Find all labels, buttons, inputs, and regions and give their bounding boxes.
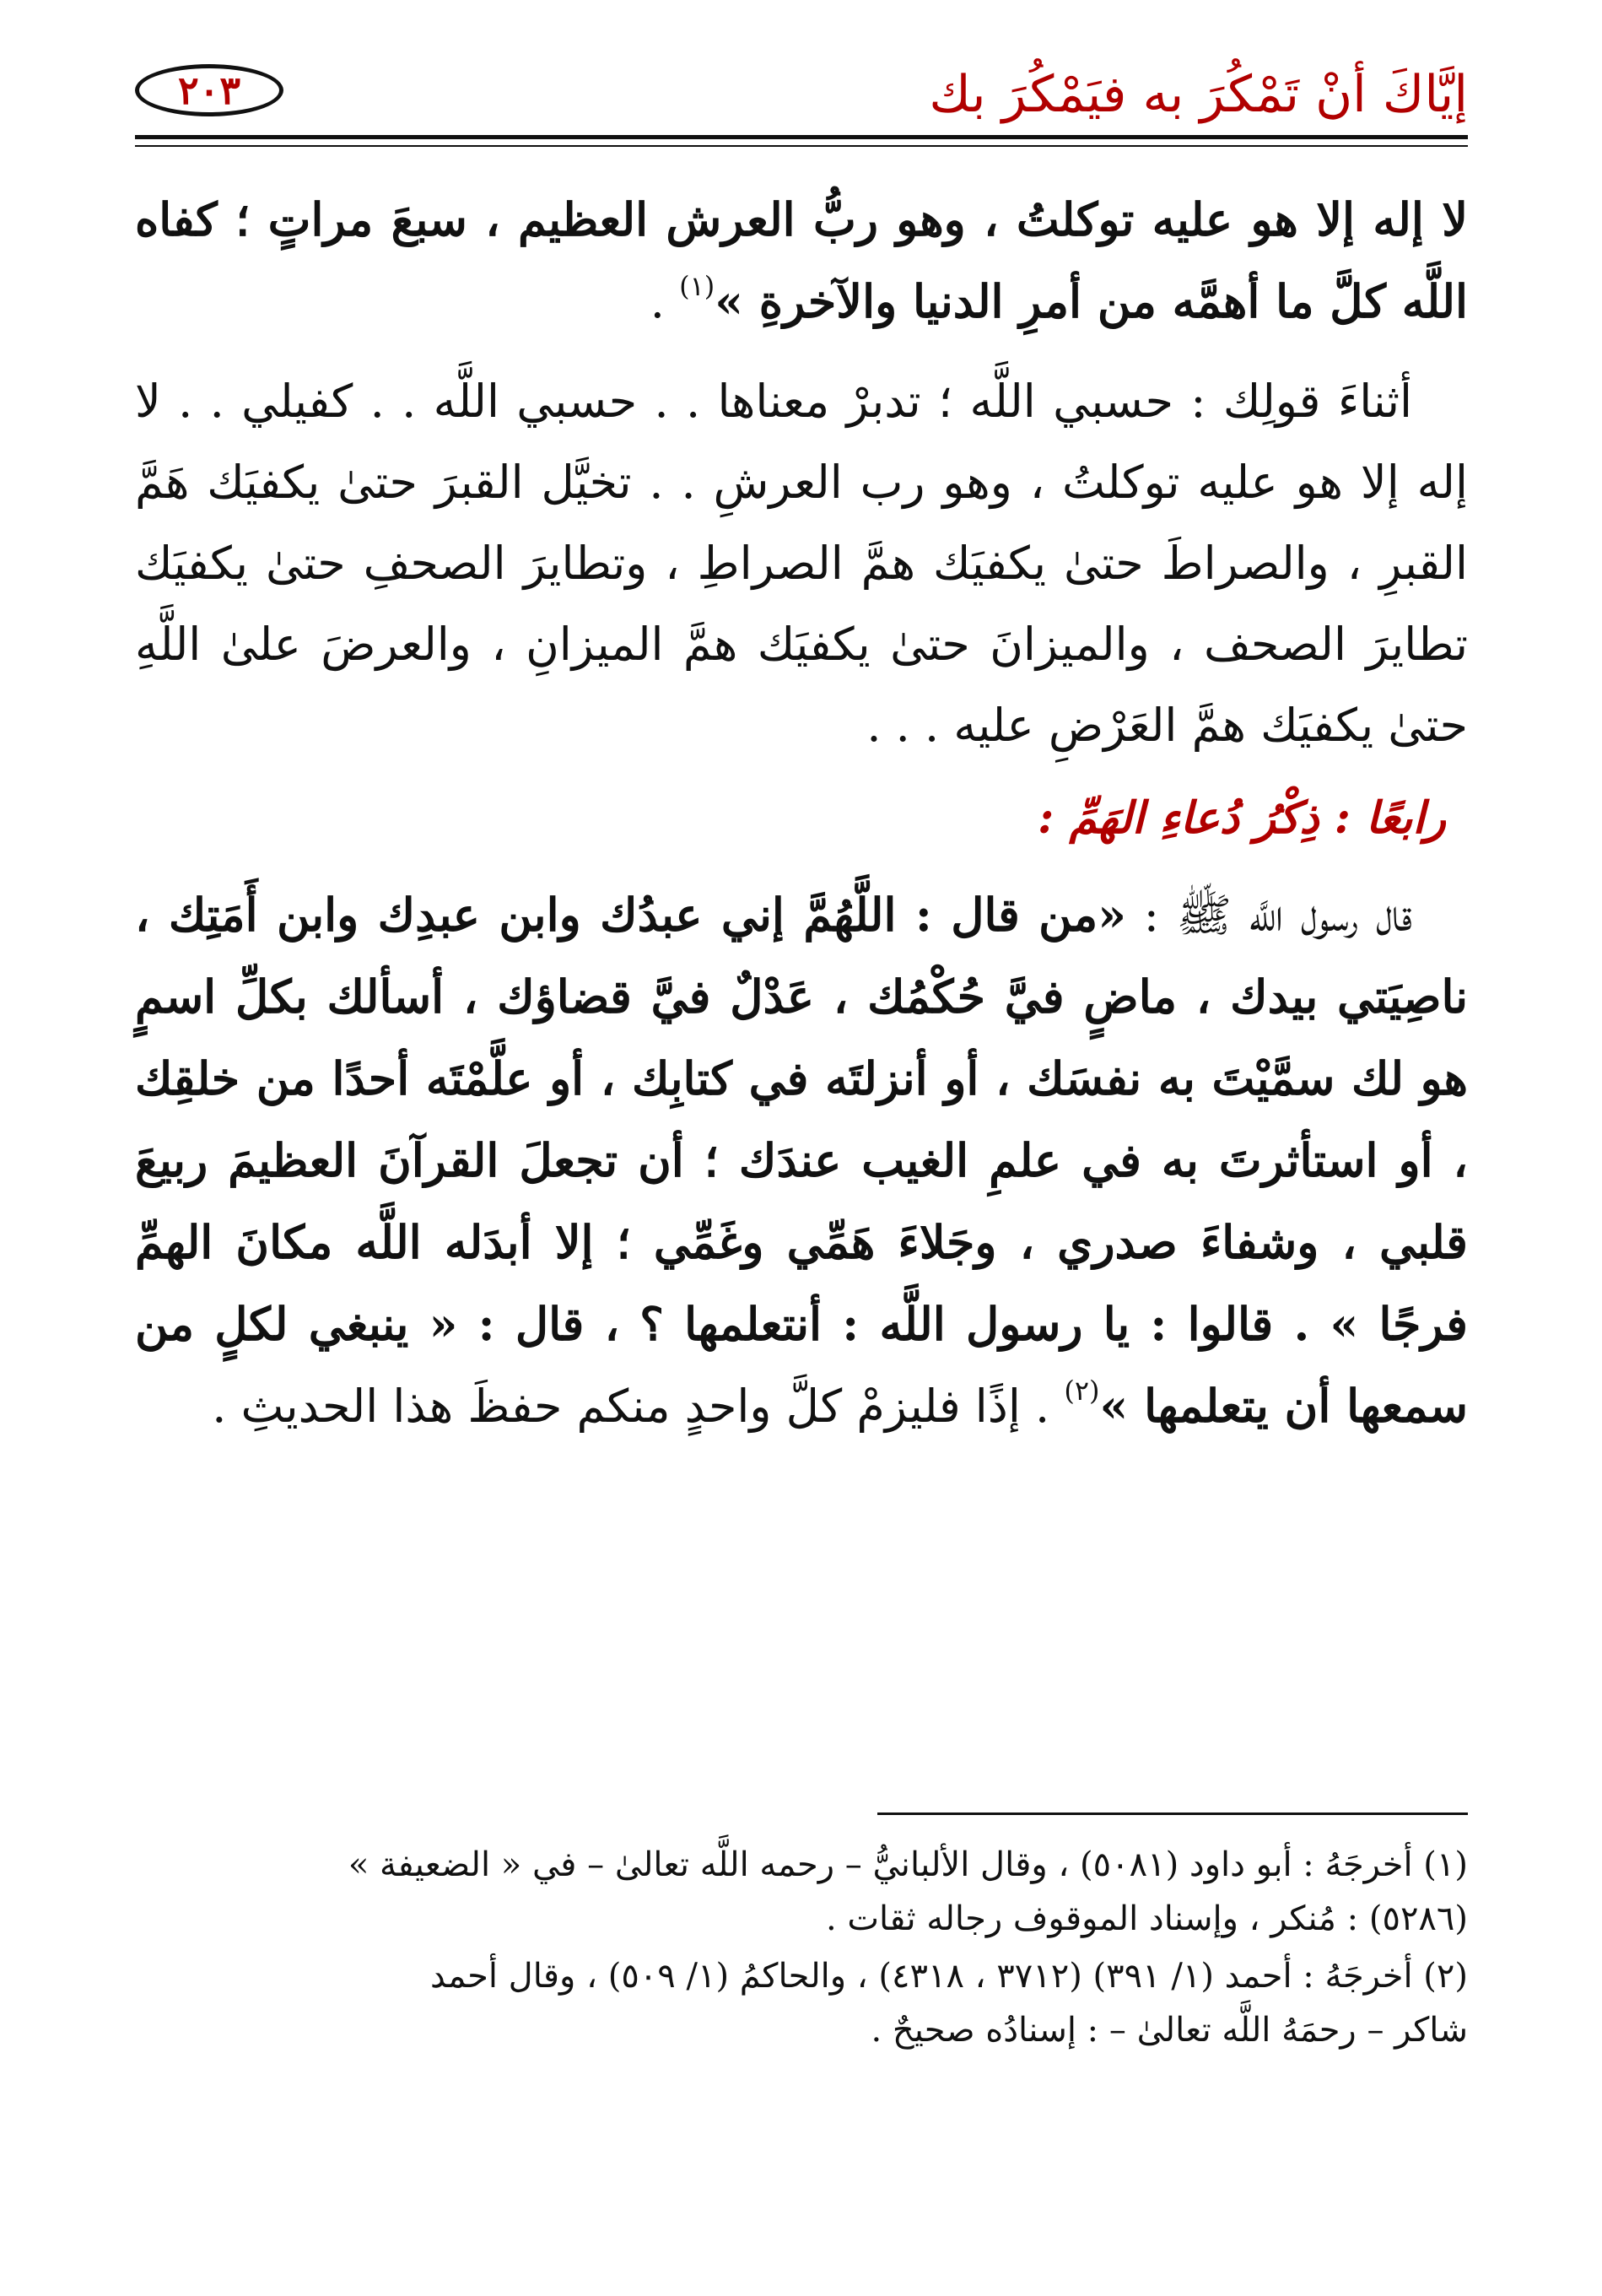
- section-heading: رابعًا : ذِكْرُ دُعاءِ الهَمِّ :: [1038, 792, 1446, 844]
- dua-hadith-text: «من قال : اللَّهُمَّ إني عبدُك وابن عبدِك وابن أَمَتِك ، ناصِيَتي بيدك ، ماضٍ فيَّ حُكْمُك ، عَدْلٌ فيَّ قضاؤك ، أسألك بكلِّ اسمٍ هو لك سمَّيْتَ به نفسَك ، أو أنزلتَه في كتابِك ، أو علَّمْتَه أحدًا من خلقِك ، أو استأثرتَ به في علمِ الغيب عندَك ؛ أن تجعلَ القرآنَ العظيمَ ربيعَ قلبي ، وشفاءَ صدري ، وجَلاءَ هَمِّي وغَمِّي ؛ إلا أبدَله اللَّه مكانَ الهمِّ فرجًا » . قالوا : يا رسول اللَّه : أنتعلمها ؟ ، قال : « ينبغي لكلٍ من سمعها أن يتعلمها »: [135, 888, 1468, 1433]
- dua-intro: قال رسول اللَّه ﷺ :: [1125, 889, 1412, 942]
- footnote-1: [135, 1838, 1468, 1946]
- footnote-separator: [877, 1812, 1468, 1815]
- running-title: إيَّاكَ أنْ تَمْكُرَ به فيَمْكُرَ بك: [929, 65, 1468, 124]
- paragraph-reflection: أثناءَ قولِك : حسبي اللَّه ؛ تدبرْ معناها . . حسبي اللَّه . . كفيلي . . لا إله إلا هو عليه توكلتُ ، وهو رب العرشِ . . تخيَّل القبرَ حتىٰ يكفيَك هَمَّ القبرِ ، والصراطَ حتىٰ يكفيَك همَّ الصراطِ ، وتطايرَ الصحفِ حتىٰ يكفيَك تطايرَ الصحف ، والميزانَ حتىٰ يكفيَك همَّ الميزانِ ، والعرضَ علىٰ اللَّهِ حتىٰ يكفيَك همَّ العَرْضِ عليه . . .: [135, 375, 1468, 752]
- hadith-ending-text: لا إله إلا هو عليه توكلتُ ، وهو ربُّ العرش العظيم ، سبعَ مراتٍ ؛ كفاه اللَّه كلَّ ما أهمَّه من أمرِ الدنيا والآخرةِ »: [135, 192, 1468, 328]
- paragraph-end-mark: .: [650, 275, 680, 328]
- page-header: [135, 61, 1468, 128]
- page-number: ٢٠٣: [135, 64, 283, 116]
- header-rule-thin: [135, 145, 1468, 147]
- footnote-2: [135, 1949, 1468, 2057]
- paragraph-dua: [135, 874, 1468, 1447]
- footnote-1-line-1: (١) أخرجَهُ : أبو داود (٥٠٨١) ، وقال الألبانيُّ – رحمه اللَّه تعالىٰ – في « الضعيفة »: [348, 1845, 1468, 1884]
- footnote-2-line-1: (٢) أخرجَهُ : أحمد (١/ ٣٩١) (٣٧١٢ ، ٤٣١٨) ، والحاكمُ (١/ ٥٠٩) ، وقال أحمد: [430, 1957, 1468, 1996]
- footnote-ref-2: (٢): [1064, 1375, 1100, 1407]
- footnote-2-line-2: شاكر – رحمَهُ اللَّه تعالىٰ – : إسنادُه صحيحٌ .: [871, 2011, 1468, 2050]
- paragraph-hadith-ending: [135, 179, 1468, 343]
- footnote-1-line-2: (٥٢٨٦) : مُنكر ، وإسناد الموقوف رجاله ثقات .: [825, 1899, 1468, 1938]
- header-rule-thick: [135, 135, 1468, 139]
- footnotes: [135, 1838, 1468, 2061]
- dua-conclusion: . إذًا فليزمْ كلَّ واحدٍ منكم حفظَ هذا الحديثِ .: [212, 1380, 1065, 1433]
- main-text: [135, 179, 1468, 1447]
- footnote-ref-1: (١): [679, 270, 715, 302]
